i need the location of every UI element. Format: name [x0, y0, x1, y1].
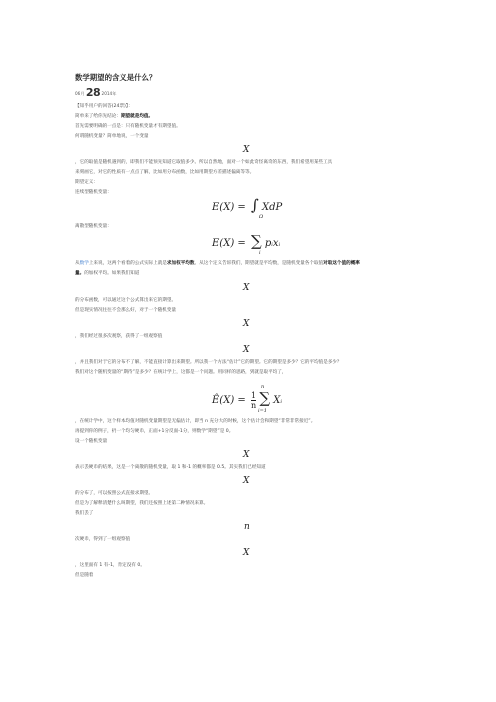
text: 的加权平均。如果我们知道	[84, 271, 140, 276]
formula-lhs: E(X) =	[212, 202, 246, 213]
math-variable-n: n	[244, 522, 250, 532]
formula-integrand: XdP	[261, 202, 283, 213]
link-math[interactable]: 数学	[79, 261, 89, 266]
math-variable-x: X	[243, 145, 250, 155]
text: 。从这个定义告诉我们，期望就是平均数，是随机变量各个取值	[194, 261, 324, 266]
paragraph-line	[75, 170, 254, 176]
answer-source: 【知乎用户的回答(24票)】：	[75, 104, 133, 109]
formula-sample-mean	[212, 389, 282, 410]
paragraph-line: 的分布了，可以按照公式直接求期望。	[75, 491, 154, 496]
paragraph-line: 何谓随机变量？简单地说，一个变量	[75, 134, 149, 139]
integral-domain: Ω	[259, 214, 264, 220]
paragraph-line: 但是随着	[75, 573, 94, 578]
math-variable-x: X	[243, 283, 250, 293]
sum-symbol: ∑	[259, 389, 271, 407]
formula-lhs: Ê(X) =	[212, 395, 246, 406]
conclusion-bold: 期望就是均值。	[120, 114, 154, 119]
formula-sub: i	[278, 242, 281, 248]
paragraph-line: ，在统计学中，这个样本均值对随机变量期望是无偏估计，即当 n 充分大的时候，这个估计会和期望“非常非常接近”。	[75, 419, 316, 424]
math-variable-x: X	[243, 319, 250, 329]
paragraph-line: 表示丢硬币的结果，这是一个离散的随机变量，取 1 和-1 的概率都是 0.5。其实我们已经知道	[75, 465, 266, 470]
paragraph-line: 的分布函数，可以通过这个公式算出来它的期望。	[75, 298, 177, 303]
math-variable-x: X	[243, 345, 250, 355]
integral-symbol: ∫	[250, 196, 259, 214]
paragraph-line: 我们丢了	[75, 511, 94, 516]
paragraph-line: ，它的取值是随机遇到的，即我们不能预先知道它取值多少。所以自然地，面对一个如此奇怪离奇的东西，我们希望用某些工具	[75, 160, 333, 165]
conclusion-prefix: 简单来了给你先结论：	[75, 114, 121, 119]
date-day: 28	[85, 86, 101, 99]
publish-date	[75, 86, 116, 99]
date-year: 2014年	[101, 91, 117, 96]
bold-text: 对取这个值的概率	[323, 261, 360, 266]
formula-sub: i	[280, 399, 282, 405]
math-variable-x: X	[243, 476, 250, 486]
formula-term-x: x	[272, 238, 279, 249]
paragraph-text: 来刻画它，对它的性质有一点点了解，比如用分布函数，比如用期望方差描述偏离等等。	[75, 170, 255, 175]
answer-conclusion	[75, 114, 153, 120]
paragraph-line	[75, 261, 360, 267]
bold-text: 量。	[75, 271, 85, 276]
paragraph-line: 次硬币，得到了一组观察值	[75, 537, 131, 542]
formula-discrete	[212, 232, 280, 250]
paragraph-line: ，这里面有 1 有-1，肯定没有 0。	[75, 563, 145, 568]
paragraph-line: 设一个随机变量	[75, 439, 108, 444]
paragraph-line: 我们对这个随机变量的“期待”是多少？在统计学上，这都是一个问题。用同样的思路，到就是取平均了，	[75, 370, 287, 375]
paragraph-line: 但是现实情况往往不会那么好，对于一个随机变量	[75, 308, 177, 313]
sum-symbol: ∑	[250, 232, 262, 250]
paragraph-line: 连续型随机变量：	[75, 190, 112, 195]
text: 上来说，这两个看着的公式实际上就是	[88, 261, 167, 266]
formula-continuous	[212, 196, 282, 214]
paragraph-line: ，我们经过很多次观察，获得了一组观察值	[75, 334, 163, 339]
fraction-denominator: n	[250, 401, 257, 410]
text: 从	[75, 261, 80, 266]
paragraph-line: ，并且我们对于它的分布不了解，不能直接计算出来期望。所以我一个方法“估计”它的期望。它的期望是多少？它的平均值是多少？	[75, 360, 342, 365]
fraction-numerator: 1	[251, 391, 257, 400]
paragraph-line: 但是为了解释清楚什么叫期望，我们还按照上述第二种情况来算。	[75, 501, 209, 506]
paragraph-line: 期望定义：	[75, 180, 98, 185]
formula-term-x: X	[273, 395, 281, 406]
date-month: 06月	[75, 91, 85, 96]
fraction	[251, 391, 256, 410]
formula-sub: i	[271, 242, 273, 248]
paragraph-line: 再提到你的例子，扔一个均匀硬币，正面+1分反面-1分，则数学“期望”是 0。	[75, 429, 234, 434]
formula-term-p: p	[264, 238, 272, 249]
bold-text: 求加权平均数	[166, 261, 195, 266]
sum-upper: n	[261, 384, 265, 390]
sum-lower: i=1	[258, 408, 267, 414]
page-title: 数学期望的含义是什么？	[75, 73, 157, 82]
math-variable-x: X	[243, 450, 250, 460]
math-variable-x: X	[243, 548, 250, 558]
paragraph-line	[75, 271, 139, 277]
paragraph-line: 离散型随机变量：	[75, 224, 112, 229]
paragraph-line: 首先需要明确的一点是：只有随机变量才有期望值。	[75, 124, 181, 129]
formula-lhs: E(X) =	[212, 238, 246, 249]
sum-index: i	[259, 250, 261, 256]
